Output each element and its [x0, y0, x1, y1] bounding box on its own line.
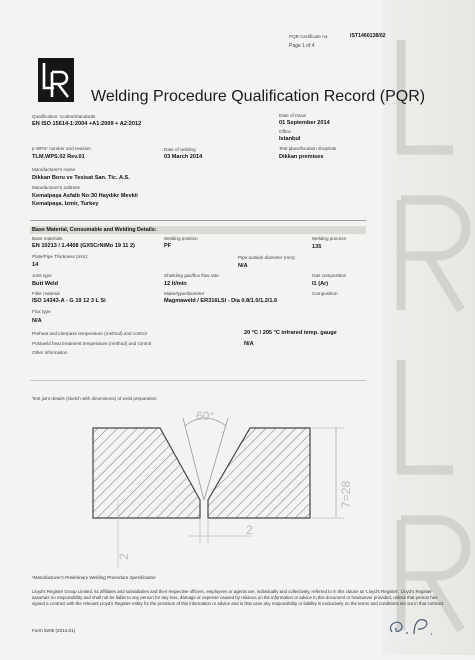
signature [384, 614, 444, 640]
filler-material-value: ISO 14343-A - G 19 12 3 L Si [32, 298, 106, 304]
sketch-label: Test joint details (sketch with dimensions) of weld preparation [32, 396, 157, 401]
make-type-diameter-label: Make/type/diameter [164, 291, 205, 296]
base-materials-value: EN 10213 / 1.4408 (GX5CrNiMo 19 11 2) [32, 243, 135, 249]
make-type-diameter-value: Magmaweld / ER316LSI - Dia 0.8/1.0/1.2/1.6 [164, 298, 278, 304]
manufacturer-name-value: Dikkan Boru ve Tesisat San. Tic. A.S. [32, 175, 130, 181]
welding-process-label: Welding process [312, 236, 346, 241]
pipe-od-value: N/A [238, 263, 248, 269]
preheat-value: 20 °C / 205 °C infrared temp. gauge [244, 330, 337, 336]
qualification-value: EN ISO 15614-1:2004 +A1:2009 + A2:2012 [32, 121, 142, 127]
test-place-value: Dikkan premises [279, 154, 324, 160]
left-plate [93, 428, 200, 518]
page-title: Welding Procedure Qualification Record (PQR) [91, 88, 426, 105]
qualification-label: Qualification: Codes/Standards [32, 114, 96, 119]
pipe-od-label: Pipe outside diameter (mm): [238, 255, 296, 260]
joint-type-label: Joint type [32, 273, 52, 278]
pwps-value: TLM.WPS.02 Rev.01 [32, 154, 85, 160]
gap-dimension: 2 [246, 523, 253, 537]
pwps-label: p WPS¹ number and revision [32, 146, 91, 151]
welding-process-value: 135 [312, 244, 322, 250]
lloyds-register-logo [38, 58, 74, 102]
section-title: Base Material, Consumable and Welding Details: [32, 227, 157, 233]
flux-type-value: N/A [32, 318, 42, 324]
manufacturer-address-label: Manufacturer's address [32, 185, 80, 190]
root-face-dimension: 2 [117, 553, 131, 560]
gas-composition-value: I1 (Ar) [312, 281, 329, 287]
date-of-issue-label: Date of Issue [279, 113, 307, 118]
right-plate [208, 428, 310, 518]
joint-sketch [88, 408, 388, 578]
pwht-label: Postweld heat treatment temperature (method) and control [32, 341, 152, 346]
gas-composition-label: Gas composition [312, 273, 347, 278]
test-place-label: Test place/location shop/site [279, 146, 337, 151]
flux-type-label: Flux type [32, 309, 51, 314]
sketch-divider [30, 380, 366, 381]
base-materials-label: Base materials [32, 236, 63, 241]
footnote: ¹Manufacturer's Preliminary Welding Procedure Specification [32, 575, 156, 580]
shielding-gas-value: 12 lt/min [164, 281, 187, 287]
welding-position-label: Welding position [164, 236, 198, 241]
date-of-welding-value: 03 March 2014 [164, 154, 203, 160]
certificate-number: IST1460138/02 [350, 33, 386, 39]
other-info-label: Other information [32, 350, 68, 355]
joint-type-value: Butt Weld [32, 281, 58, 287]
thickness-dimension: 7=28 [339, 480, 353, 508]
office-label: Office [279, 129, 291, 134]
shielding-gas-label: Shielding gas/flux flow rate [164, 273, 219, 278]
manufacturer-name-label: Manufacturer's name [32, 167, 76, 172]
date-of-welding-label: Date of welding [164, 147, 196, 152]
office-value: Istanbul [279, 136, 301, 142]
disclaimer: Lloyd's Register Group Limited, its affiliates and subsidiaries and their respective officers, employees or agents are, individually and collectively, referred to in this clause as 'Lloyd's Register'. Lloyd's Register assumes no responsibility and shall not be liable to any person for any loss, damage or expense caused by reliance on the information or advice in this document or howsoever provided, unless that person has signed a contract with the relevant Lloyd's Register entity for the provision of this information or advice and in that case any responsibility or liability is exclusively on the terms and conditions set out in that contract. [32, 589, 445, 607]
lr-logo-icon [38, 58, 74, 102]
address-line-1: Kemalpaşa Asfaltı No:30 Haydıkr Mevkii [32, 193, 138, 199]
certificate-number-label: PQR Certificate no: [289, 34, 329, 39]
section-divider [30, 220, 366, 221]
form-number: Form 5209 (2014.01) [32, 628, 76, 633]
preheat-label: Preheat and interpass temperature (method) and control [32, 331, 147, 336]
page-indicator: Page 1 of 4 [289, 43, 315, 49]
composition-label: Composition [312, 291, 338, 296]
address-line-2: Kemalpaşa, Izmir, Turkey [32, 201, 99, 207]
thickness-label: Plate/Pipe Thickness (mm): [32, 254, 89, 259]
welding-position-value: PF [164, 243, 172, 249]
filler-material-label: Filler material [32, 291, 60, 296]
thickness-value: 14 [32, 262, 39, 268]
date-of-issue-value: 01 September 2014 [279, 120, 330, 126]
pwht-value: N/A [244, 341, 254, 347]
angle-dimension: 60° [196, 409, 215, 423]
